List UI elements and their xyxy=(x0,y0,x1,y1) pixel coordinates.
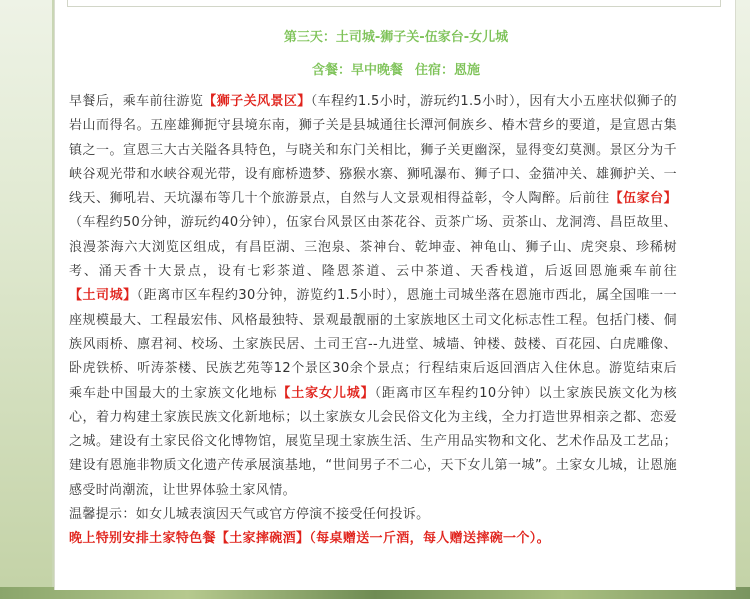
meal-label: 含餐：早中晚餐 xyxy=(311,63,403,78)
itinerary-body xyxy=(69,90,677,552)
highlight-spot-name: 【土家女儿城】 xyxy=(277,385,375,401)
paragraph-text: （车程约1.5小时，游玩约1.5小时），因有大小五座状似狮子的岩山而得名。五座雄狮扼守县境东南，狮子关是县城通往长潭河侗族乡、椿木营乡的要道，是宣恩古集镇之一。宣恩三大古关隘各具特色，与晓关和东门关相比，狮子关更幽深，显得变幻莫测。景区分为千峡谷观光带和水峡谷观光带，设有廊桥遗梦、猕猴水寨、狮吼瀑布、狮子口、金猫冲关、雄狮护关、一线天、狮吼岩、天坑瀑布等几十个旅游景点，自然与人文景观相得益彰，令人陶醉。后前往 xyxy=(69,94,677,207)
notice-text: 温馨提示：如女儿城表演因天气或官方停演不接受任何投诉。 xyxy=(69,507,430,523)
highlight-spot-name: 【土司城】 xyxy=(69,288,137,304)
stay-label: 住宿：恩施 xyxy=(415,63,481,78)
itinerary-panel xyxy=(54,0,736,590)
paragraph-text: 早餐后，乘车前往游览 xyxy=(69,94,204,109)
special-meal-text: 晚上特别安排土家特色餐【土家摔碗酒】（每桌赠送一斤酒，每人赠送摔碗一个）。 xyxy=(69,531,550,547)
day-heading: 第三天：土司城-狮子关-伍家台-女儿城 xyxy=(283,30,509,45)
paragraph-text: （距离市区车程约10分钟）以土家族民族文化为核心，着力构建土家族民族文化新地标；以土家族女儿会民俗文化为主线，全力打造世界相亲之都、恋爱之城。建设有土家民俗文化博物馆，展览呈现土家族生活、生产用品实物和文化、艺术作品及工艺品；建设有恩施非物质文化遗产传承展演基地，“世间男子不二心，天下女儿第一城”。土家女儿城，让恩施感受时尚潮流，让世界体验土家风情。 xyxy=(69,385,677,498)
background-left xyxy=(0,0,52,599)
highlight-spot-name: 【伍家台】 xyxy=(609,191,677,207)
background-right xyxy=(736,0,750,599)
top-frame xyxy=(67,0,721,7)
meal-stay-heading xyxy=(55,59,737,78)
main-paragraph xyxy=(69,90,677,503)
paragraph-text: （距离市区车程约30分钟，游览约1.5小时），恩施土司城坐落在恩施市西北，属全国唯一一座规模最大、工程最宏伟、风格最独特、景观最靓丽的土家族地区土司文化标志性工程。包括门楼、侗族风雨桥、廪君祠、校场、土家族民居、土司王宫--九进堂、城墙、钟楼、鼓楼、百花园、白虎雕像、卧虎铁桥、听涛茶楼、民族艺苑等12个景区30余个景点；行程结束后返回酒店入住休息。游览结束后乘车赴中国最大的土家族文化地标 xyxy=(69,288,677,401)
highlight-spot-name: 【狮子关风景区】 xyxy=(203,94,311,109)
paragraph-text: （车程约50分钟，游玩约40分钟），伍家台风景区由茶花谷、贡茶广场、贡茶山、龙洞湾、昌臣故里、浪漫茶海六大浏览区组成，有昌臣湖、三泡泉、茶神台、乾坤壶、神龟山、狮子山、虎突泉、珍稀树考、涌天香十大景点，设有七彩茶道、隆恩茶道、云中茶道、天香栈道，后返回恩施乘车前往 xyxy=(69,215,677,280)
